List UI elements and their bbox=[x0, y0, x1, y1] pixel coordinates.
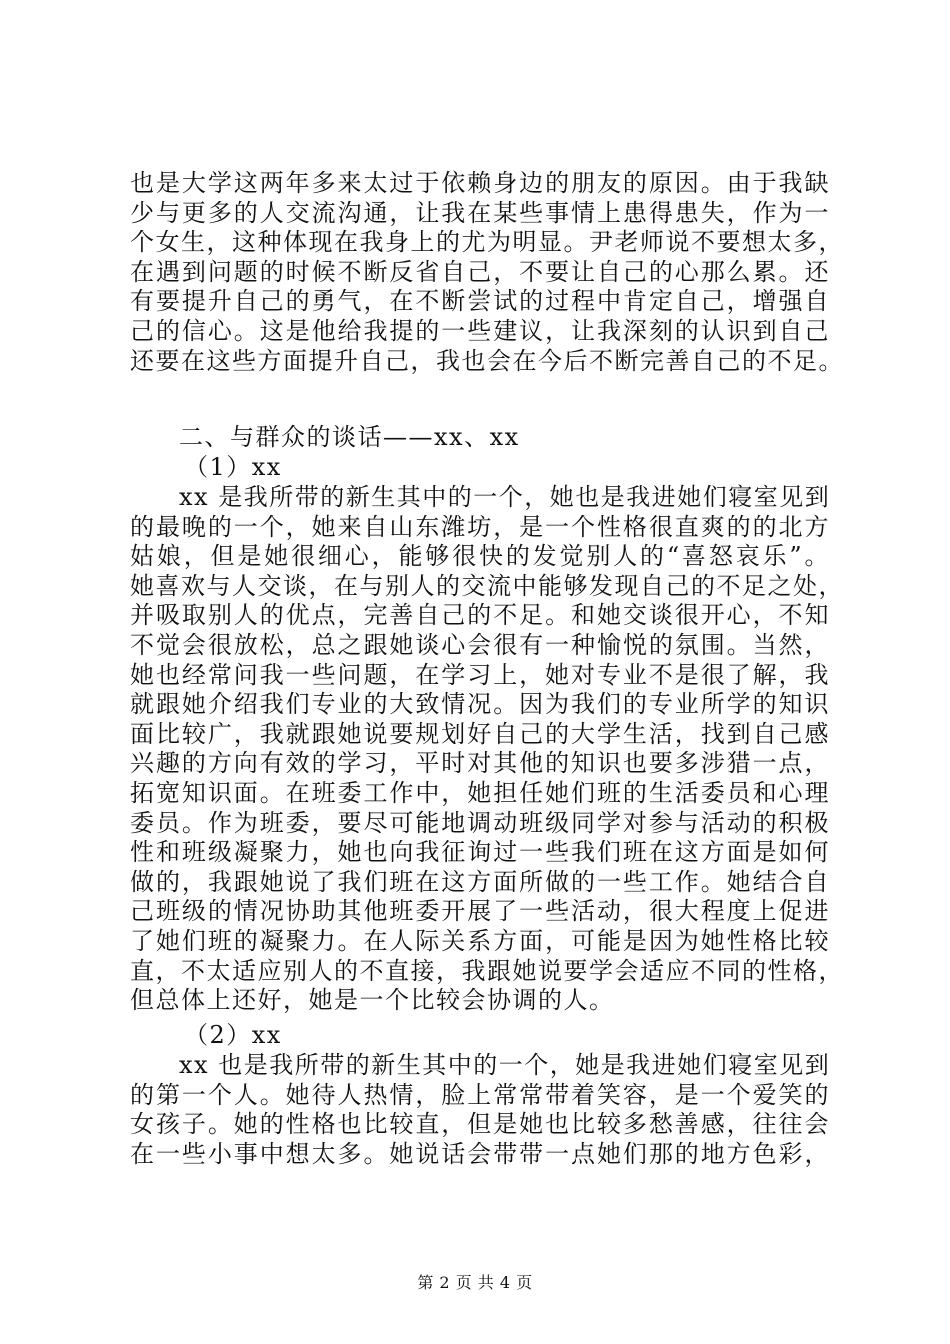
text-line: 了她们班的凝聚力。在人际关系方面，可能是因为她性格比较 bbox=[130, 926, 830, 955]
text-line: 面比较广，我就跟她说要规划好自己的大学生活，找到自己感 bbox=[130, 719, 830, 748]
text-line: 己班级的情况协助其他班委开展了一些活动，很大程度上促进 bbox=[130, 897, 830, 926]
text-line: 她也经常问我一些问题，在学习上，她对专业不是很了解，我 bbox=[130, 660, 830, 689]
text-line: 不觉会很放松，总之跟她谈心会很有一种愉悦的氛围。当然， bbox=[130, 630, 830, 659]
sub-heading-1-block bbox=[130, 453, 830, 483]
text-line: 但总体上还好，她是一个比较会协调的人。 bbox=[130, 986, 615, 1015]
sub-heading-2: （2）xx bbox=[184, 1021, 282, 1049]
text-line: 的最晚的一个，她来自山东潍坊，是一个性格很直爽的的北方 bbox=[130, 512, 830, 541]
text-line: 的第一个人。她待人热情，脸上常常带着笑容，是一个爱笑的 bbox=[130, 1080, 830, 1109]
sub-heading-2-block bbox=[130, 1021, 830, 1051]
text-line: 也是大学这两年多来太过于依赖身边的朋友的原因。由于我缺 bbox=[130, 169, 830, 197]
text-line: 就跟她介绍我们专业的大致情况。因为我们的专业所学的知识 bbox=[130, 690, 830, 719]
text-line: 在一些小事中想太多。她说话会带带一点她们那的地方色彩， bbox=[130, 1139, 830, 1168]
paragraph-2 bbox=[130, 483, 844, 1016]
text-line: 有要提升自己的勇气，在不断尝试的过程中肯定自己，增强自 bbox=[130, 287, 830, 316]
text-line: 直，不太适应别人的不直接，我跟她说要学会适应不同的性格， bbox=[130, 956, 844, 985]
text-line: 女孩子。她的性格也比较直，但是她也比较多愁善感，往往会 bbox=[130, 1110, 830, 1139]
sub-heading-1: （1）xx bbox=[184, 453, 282, 481]
text-line: 拓宽知识面。在班委工作中，她担任她们班的生活委员和心理 bbox=[130, 778, 830, 807]
paragraph-3 bbox=[130, 1051, 830, 1169]
text-line: 在遇到问题的时候不断反省自己，不要让自己的心那么累。还 bbox=[130, 257, 830, 286]
text-line: xx 也是我所带的新生其中的一个，她是我进她们寝室见到 bbox=[179, 1051, 831, 1079]
text-line: 少与更多的人交流沟通，让我在某些事情上患得患失，作为一 bbox=[130, 198, 830, 227]
section-heading-block bbox=[130, 423, 830, 453]
text-line: 还要在这些方面提升自己，我也会在今后不断完善自己的不足。 bbox=[130, 346, 844, 375]
text-line: 委员。作为班委，要尽可能地调动班级同学对参与活动的积极 bbox=[130, 808, 830, 837]
text-line: 己的信心。这是他给我提的一些建议，让我深刻的认识到自己 bbox=[130, 316, 830, 345]
text-line: 性和班级凝聚力，她也向我征询过一些我们班在这方面是如何 bbox=[130, 838, 830, 867]
text-line: 她喜欢与人交谈，在与别人的交流中能够发现自己的不足之处， bbox=[130, 571, 844, 600]
paragraph-1 bbox=[130, 169, 844, 376]
page-footer: 第 2 页 共 4 页 bbox=[417, 1273, 533, 1292]
text-line: 姑娘，但是她很细心，能够很快的发觉别人的“喜怒哀乐”。 bbox=[130, 542, 830, 571]
text-line: xx 是我所带的新生其中的一个，她也是我进她们寝室见到 bbox=[179, 483, 831, 511]
text-line: 个女生，这种体现在我身上的尤为明显。尹老师说不要想太多， bbox=[130, 228, 844, 257]
section-heading: 二、与群众的谈话——xx、xx bbox=[179, 423, 520, 451]
text-line: 并吸取别人的优点，完善自己的不足。和她交谈很开心，不知 bbox=[130, 601, 830, 630]
text-line: 兴趣的方向有效的学习，平时对其他的知识也要多涉猎一点， bbox=[130, 749, 830, 778]
text-line: 做的，我跟她说了我们班在这方面所做的一些工作。她结合自 bbox=[130, 867, 830, 896]
